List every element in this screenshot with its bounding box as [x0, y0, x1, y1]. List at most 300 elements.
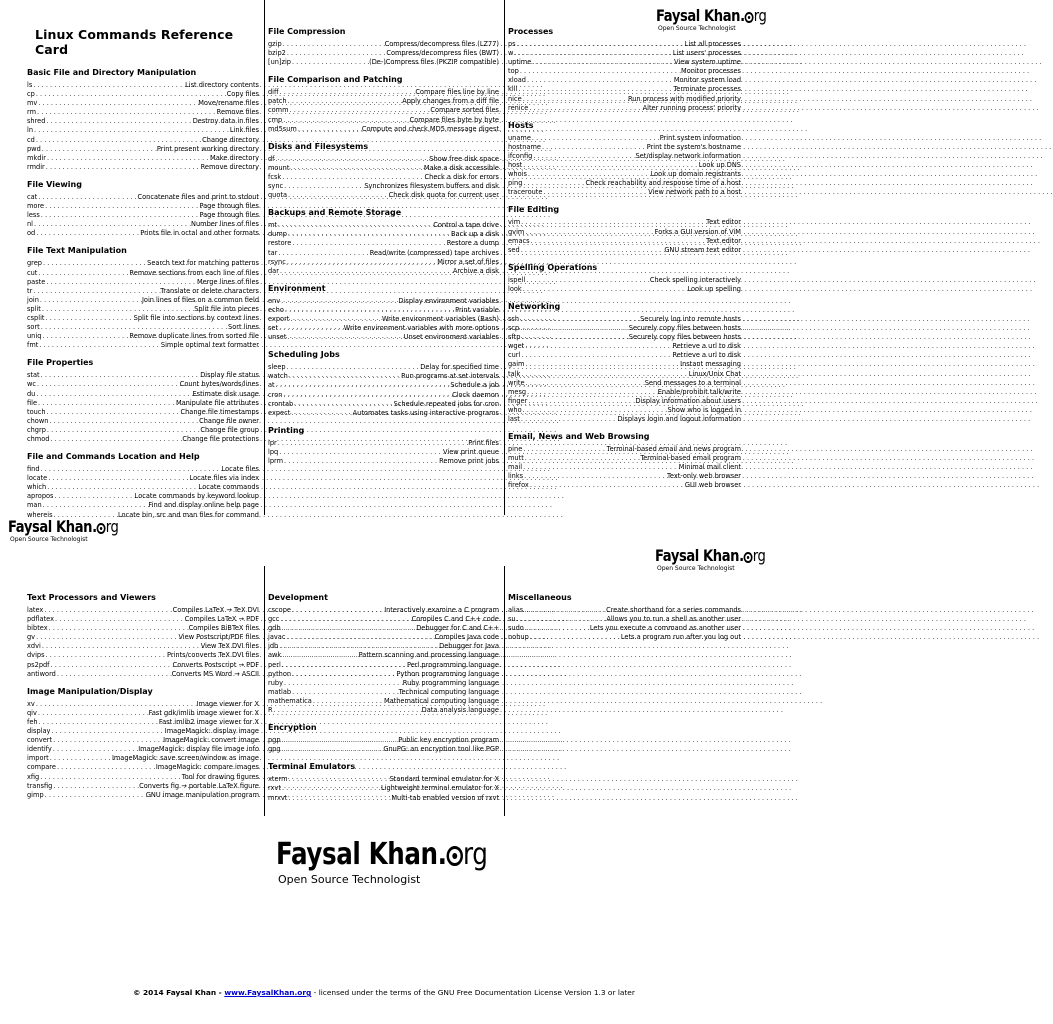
command-name: stat	[27, 371, 40, 380]
command-description: Compare files line by line	[415, 88, 499, 97]
command-name: lpq	[268, 447, 279, 456]
command-description: GUI web browser	[684, 481, 741, 490]
command-section	[508, 121, 741, 198]
dot-leader	[278, 439, 468, 448]
command-row	[508, 67, 741, 76]
command-name: w	[508, 49, 514, 58]
command-name: ln	[27, 126, 34, 135]
dot-leader	[36, 136, 201, 145]
command-name: sleep	[268, 363, 286, 372]
dot-leader	[57, 763, 155, 772]
command-description: Split file into sections by context lines	[133, 313, 259, 322]
command-row	[27, 736, 259, 745]
section-title: Image Manipulation/Display	[27, 686, 153, 696]
dot-leader	[283, 40, 384, 49]
command-row	[27, 615, 259, 624]
dot-leader	[282, 745, 383, 754]
section-title: Terminal Emulators	[268, 762, 356, 772]
dot-leader	[528, 397, 634, 406]
command-description: Debugger for Java	[439, 642, 499, 651]
command-name: dvips	[27, 651, 45, 660]
license-text: - licensed under the terms of the GNU Free Documentation License Version 1.3 or later	[311, 988, 635, 997]
command-description: Debugger for C and C++	[416, 624, 499, 633]
command-row	[27, 145, 259, 154]
command-name: set	[268, 324, 279, 333]
command-description: Compress/decompress files (BWT)	[386, 49, 499, 58]
command-name: wget	[508, 342, 525, 351]
command-description: Restore a dump	[446, 239, 499, 248]
dot-leader	[521, 333, 627, 342]
copyright-text: © 2014 Faysal Khan -	[133, 988, 225, 997]
command-description: Search text for matching patterns	[147, 259, 259, 268]
command-name: sed	[508, 245, 520, 254]
command-name: echo	[268, 305, 284, 314]
command-description: Converts MS Word → ASCII	[171, 669, 259, 678]
dot-leader	[521, 218, 705, 227]
command-description: Mirror a set of files	[437, 257, 499, 266]
command-row	[27, 492, 259, 501]
command-description: Change file protections	[182, 435, 259, 443]
command-section	[268, 75, 499, 133]
command-description: Lets you execute a command as another user	[589, 624, 741, 633]
command-row	[268, 258, 499, 267]
dot-leader	[543, 188, 647, 197]
command-description: Lets a program run after you log out	[620, 633, 741, 642]
command-description: Change file group	[200, 425, 259, 434]
command-name: xfig	[27, 772, 40, 781]
command-description: Run process with modified priority	[627, 94, 741, 103]
command-row	[268, 97, 499, 106]
dot-leader	[38, 269, 128, 278]
command-description: Make directory	[210, 153, 259, 162]
command-section	[27, 180, 259, 238]
command-description: Prints file in octal and other formats	[140, 229, 259, 238]
command-name: rsync	[268, 257, 286, 266]
command-row	[268, 191, 499, 200]
command-name: pwd	[27, 144, 41, 153]
command-name: ps2pdf	[27, 660, 50, 669]
command-description: Compiles LaTeX → TeX DVI	[172, 606, 259, 614]
dot-leader	[291, 409, 351, 418]
dot-leader	[521, 351, 671, 360]
command-description: Prints/converts TeX DVI files	[166, 651, 259, 660]
dot-leader	[527, 76, 673, 85]
command-name: mount	[268, 163, 290, 172]
command-row	[27, 154, 259, 163]
command-description: Compare sorted files	[430, 106, 499, 115]
command-description: View Postscript/PDF files	[178, 633, 259, 642]
command-row	[27, 651, 259, 660]
command-description: Allows you to run a shell as another user	[606, 615, 741, 624]
command-description: Securely log into remote hosts	[640, 314, 741, 323]
command-description: Print files	[468, 438, 499, 447]
command-description: Archive a disk	[452, 266, 499, 275]
command-name: which	[27, 483, 47, 492]
command-name: tr	[27, 286, 33, 295]
command-description: Page through files	[199, 211, 259, 220]
command-row	[268, 249, 499, 258]
command-row	[268, 173, 499, 182]
command-row	[508, 379, 741, 388]
command-description: Technical computing language	[398, 687, 499, 696]
o-ring-icon	[745, 12, 754, 23]
dot-leader	[282, 661, 406, 670]
command-row	[27, 773, 259, 782]
command-row	[27, 633, 259, 642]
command-row	[268, 116, 499, 125]
dot-leader	[526, 276, 649, 285]
dot-leader	[292, 58, 368, 67]
command-name: cron	[268, 390, 283, 399]
dot-leader	[42, 332, 128, 341]
command-row	[268, 448, 499, 457]
command-name: env	[268, 296, 281, 305]
dot-leader	[51, 727, 163, 736]
command-name: file	[27, 398, 38, 407]
command-row	[27, 99, 259, 108]
command-name: at	[268, 381, 275, 390]
command-description: Linux/Unix Chat	[688, 369, 741, 378]
dot-leader	[50, 754, 111, 763]
brand-suffix: rg	[462, 837, 488, 872]
dot-leader	[50, 435, 181, 444]
command-name: dump	[268, 230, 287, 239]
command-description: Lightweight terminal emulator for X	[380, 784, 499, 793]
command-row	[268, 182, 499, 191]
dot-leader	[46, 314, 133, 323]
command-name: whois	[508, 170, 527, 179]
command-row	[27, 202, 259, 211]
section-title: Networking	[508, 301, 561, 311]
brand-suffix: rg	[753, 6, 767, 25]
command-row	[27, 782, 259, 791]
column-1	[24, 0, 262, 519]
command-row	[27, 718, 259, 727]
dot-leader	[290, 106, 430, 115]
dot-leader	[288, 794, 390, 803]
command-description: ImageMagick: compare images	[155, 763, 259, 772]
command-row	[268, 642, 499, 651]
command-section	[268, 27, 499, 67]
brand-tagline: Open Source Technologist	[657, 565, 735, 572]
command-description: Monitor system load	[673, 76, 741, 85]
command-name: whereis	[27, 510, 53, 519]
command-description: GnuPG: an encryption tool like PGP	[383, 745, 499, 754]
command-description: Converts fig → portable LaTeX figure	[139, 781, 259, 790]
command-section	[508, 432, 741, 490]
command-description: Show who is logged in	[667, 405, 741, 414]
command-description: Synchronizes filesystem buffers and disk	[364, 182, 499, 191]
command-name: lpr	[268, 438, 277, 447]
command-name: scp	[508, 324, 520, 333]
dot-leader	[38, 99, 197, 108]
command-row	[508, 49, 741, 58]
dot-leader	[284, 182, 363, 191]
command-row	[508, 285, 741, 294]
dot-leader	[33, 287, 159, 296]
command-name: watch	[268, 372, 288, 381]
command-name: nohup	[508, 633, 529, 642]
command-row	[268, 679, 499, 688]
command-description: Monitor processes	[681, 67, 741, 76]
command-row	[268, 40, 499, 49]
command-section	[508, 27, 741, 113]
dot-leader	[38, 399, 175, 408]
command-name: ispell	[508, 275, 526, 284]
dot-leader	[38, 709, 148, 718]
command-description: Control a tape drive	[433, 221, 499, 230]
command-description: Standard terminal emulator for X	[389, 775, 499, 784]
command-row	[27, 700, 259, 709]
command-name: uniq	[27, 332, 42, 341]
command-name: sync	[268, 182, 284, 191]
dot-leader	[53, 736, 162, 745]
command-row	[268, 372, 499, 381]
command-description: Change directory	[202, 135, 259, 144]
command-description: Fast imlib2 image viewer for X	[158, 717, 259, 726]
command-description: Back up a disk	[451, 230, 499, 239]
dot-leader	[521, 370, 687, 379]
command-name: curl	[508, 351, 521, 360]
command-description: View network path to a host	[648, 188, 741, 197]
dot-leader	[276, 155, 429, 164]
command-section	[268, 762, 499, 802]
command-row	[27, 371, 259, 380]
command-name: more	[27, 202, 45, 211]
command-name: pgp	[268, 736, 281, 745]
command-description: Ruby programming language	[402, 678, 499, 687]
dot-leader	[530, 633, 620, 642]
command-row	[268, 239, 499, 248]
command-row	[27, 323, 259, 332]
command-name: python	[268, 669, 292, 678]
command-name: sudo	[508, 624, 524, 633]
dot-leader	[525, 228, 653, 237]
command-description: Locate bin, src and man files for command	[118, 510, 259, 519]
command-name: hostname	[508, 142, 541, 151]
command-description: Page through files	[199, 202, 259, 211]
command-name: xterm	[268, 775, 288, 784]
command-row	[508, 415, 741, 424]
command-name: gdb	[268, 624, 281, 633]
command-description: Copy files	[226, 90, 259, 99]
command-description: Public key encryption program	[398, 736, 499, 745]
o-ring-icon	[447, 846, 463, 866]
dot-leader	[41, 371, 200, 380]
dot-leader	[526, 379, 644, 388]
dot-leader	[34, 220, 190, 229]
command-description: Clock daemon	[452, 390, 499, 399]
command-description: Terminal-based email and news program	[606, 445, 741, 454]
command-description: Send messages to a terminal	[644, 378, 741, 387]
dot-leader	[521, 246, 664, 255]
command-description: Change file owner	[199, 416, 259, 425]
dot-leader	[41, 323, 227, 332]
command-row	[508, 104, 741, 113]
command-row	[508, 472, 741, 481]
command-row	[268, 267, 499, 276]
dot-leader	[46, 163, 200, 172]
dot-leader	[282, 736, 398, 745]
command-description: Mathematical computing language	[383, 696, 499, 705]
command-name: renice	[508, 103, 529, 112]
command-row	[508, 615, 741, 624]
command-name: gvim	[508, 227, 525, 236]
dot-leader	[53, 782, 138, 791]
command-name: ping	[508, 179, 523, 188]
command-name: mutt	[508, 454, 524, 463]
command-description: Translate or delete characters	[160, 286, 259, 295]
o-ring-icon	[744, 552, 753, 563]
command-name: export	[268, 314, 290, 323]
command-row	[268, 391, 499, 400]
command-row	[508, 246, 741, 255]
dot-leader	[47, 408, 180, 417]
command-row	[27, 474, 259, 483]
command-name: od	[27, 229, 36, 238]
command-row	[508, 276, 741, 285]
command-description: Manipulate file attributes	[175, 398, 259, 407]
command-name: ifconfig	[508, 151, 533, 160]
command-row	[268, 409, 499, 418]
command-description: Locate files via index	[189, 474, 259, 483]
dot-leader	[37, 108, 216, 117]
command-row	[27, 314, 259, 323]
dot-leader	[36, 390, 191, 399]
section-title: Text Processors and Viewers	[27, 593, 156, 602]
dot-leader	[287, 333, 402, 342]
command-name: lprm	[268, 457, 284, 465]
command-description: GNU image manipulation program	[145, 790, 259, 799]
command-row	[27, 278, 259, 287]
reference-card-top	[0, 0, 768, 519]
command-row	[268, 661, 499, 670]
command-section	[508, 263, 741, 294]
command-name: R	[268, 706, 273, 715]
command-row	[268, 697, 499, 706]
command-row	[27, 763, 259, 772]
command-description: Remove directory	[200, 162, 259, 171]
o-ring-icon	[97, 523, 106, 534]
dot-leader	[292, 670, 395, 679]
command-name: join	[27, 295, 39, 304]
dot-leader	[532, 134, 659, 143]
command-name: links	[508, 472, 524, 481]
dot-leader	[42, 642, 200, 651]
command-description: Change file timestamps	[180, 407, 259, 416]
command-description: Compiles C and C++ code	[411, 615, 499, 624]
dot-leader	[281, 297, 397, 306]
website-link[interactable]: www.FaysalKhan.org	[224, 988, 312, 997]
section-title: Environment	[268, 283, 326, 293]
dot-leader	[294, 400, 392, 409]
command-row	[27, 126, 259, 135]
command-name: latex	[27, 606, 44, 614]
command-row	[508, 397, 741, 406]
command-row	[268, 230, 499, 239]
command-description: Display environment variables	[398, 296, 499, 305]
command-row	[508, 481, 741, 490]
command-description: Converts Postscript → PDF	[172, 660, 259, 669]
command-name: feh	[27, 717, 38, 726]
command-row	[268, 324, 499, 333]
command-description: View TeX DVI files	[200, 642, 259, 651]
dot-leader	[282, 624, 416, 633]
dot-leader	[521, 415, 617, 424]
command-name: antiword	[27, 669, 56, 678]
command-row	[27, 332, 259, 341]
command-row	[27, 305, 259, 314]
dot-leader	[39, 341, 160, 350]
column-3	[504, 0, 744, 515]
command-row	[508, 445, 741, 454]
command-description: Move/rename files	[198, 99, 259, 108]
dot-leader	[279, 324, 343, 333]
command-description: Check spelling interactively	[649, 275, 741, 284]
command-row	[27, 259, 259, 268]
command-row	[268, 58, 499, 67]
command-description: Python programming language	[396, 669, 499, 678]
column-2	[264, 0, 502, 515]
brand-tagline: Open Source Technologist	[10, 536, 88, 543]
dot-leader	[285, 306, 454, 315]
command-row	[268, 106, 499, 115]
command-row	[508, 228, 741, 237]
dot-leader	[33, 81, 184, 90]
command-description: Find and display online help page	[148, 501, 259, 510]
license-footer	[0, 988, 768, 997]
command-name: mail	[508, 463, 523, 472]
command-name: fcsk	[268, 172, 282, 181]
command-row	[508, 58, 741, 67]
command-description: ImageMagick: display image	[164, 727, 259, 736]
dot-leader	[527, 388, 657, 397]
command-name: mv	[27, 99, 38, 108]
dot-leader	[46, 278, 196, 287]
dot-leader	[288, 191, 388, 200]
command-row	[27, 435, 259, 444]
command-name: mathematica	[268, 696, 312, 705]
command-description: ImageMagick: save screen/window as image	[111, 754, 259, 763]
command-row	[268, 775, 499, 784]
dot-leader	[287, 49, 386, 58]
command-name: split	[27, 304, 41, 313]
command-name: alias	[508, 606, 524, 614]
command-name: bzip2	[268, 49, 286, 58]
command-description: Print present working directory	[156, 144, 259, 153]
command-row	[508, 134, 741, 143]
dot-leader	[39, 718, 158, 727]
command-description: Compiles Java code	[434, 633, 499, 642]
dot-leader	[292, 606, 383, 615]
dot-leader	[292, 688, 397, 697]
command-row	[508, 360, 741, 369]
dot-leader	[49, 624, 188, 633]
command-section	[268, 593, 499, 715]
command-name: wc	[27, 380, 37, 389]
command-description: Image viewer for X	[196, 699, 259, 708]
command-name: gzip	[268, 40, 282, 48]
command-name: find	[27, 465, 40, 474]
dot-leader	[517, 40, 684, 49]
command-description: Write environment variables (Bash)	[381, 314, 499, 323]
dot-leader	[47, 483, 197, 492]
command-name: df	[268, 154, 275, 163]
command-section	[268, 426, 499, 466]
command-name: expect	[268, 408, 291, 417]
dot-leader	[533, 152, 634, 161]
command-name: du	[27, 389, 36, 398]
